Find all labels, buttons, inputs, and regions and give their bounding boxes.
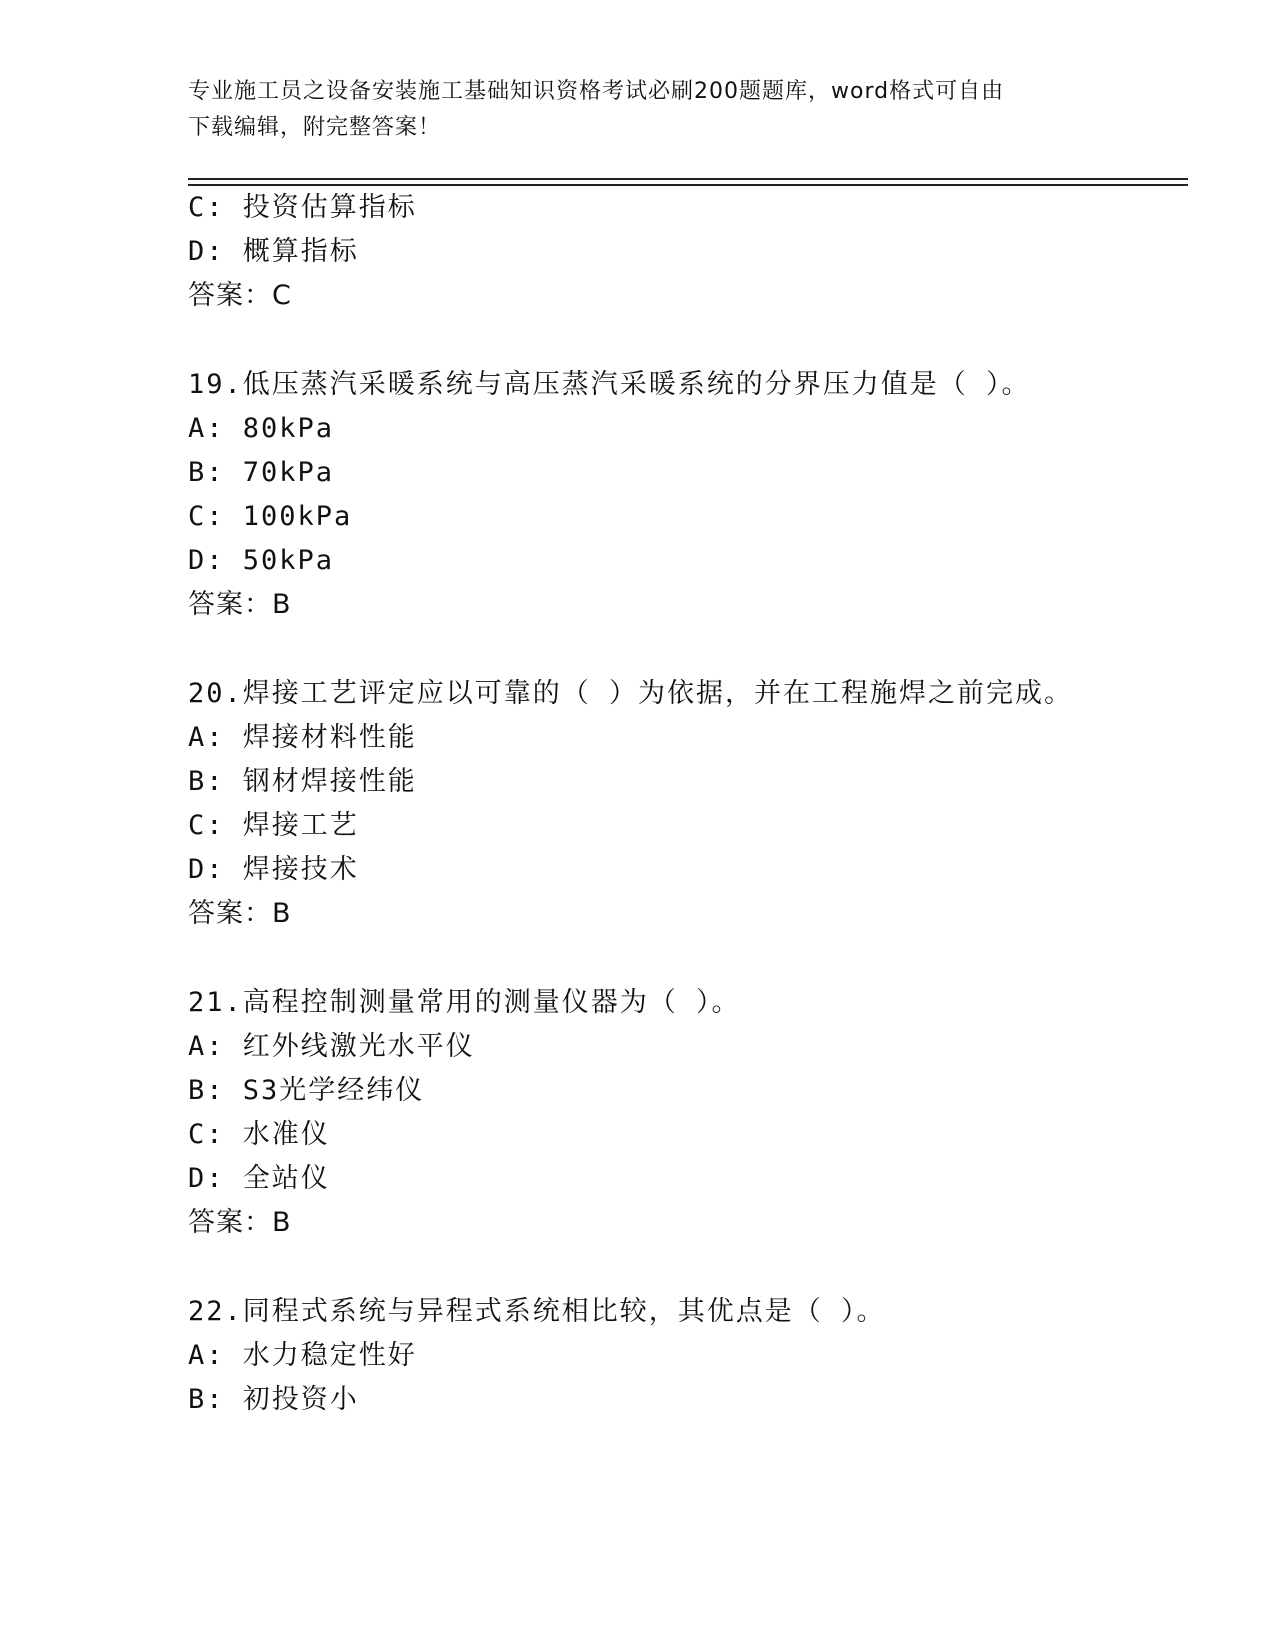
question-19-answer: 答案：B (188, 589, 292, 620)
question-20-option-c: C: 焊接工艺 (188, 810, 359, 841)
question-19: 19.低压蒸汽采暖系统与高压蒸汽采暖系统的分界压力值是（ ）。 (188, 369, 1031, 400)
question-21-answer: 答案：B (188, 1207, 292, 1238)
header-line-2: 下载编辑，附完整答案！ (188, 115, 442, 140)
question-19-option-b: B: 70kPa (188, 457, 335, 488)
question-21-option-c: C: 水准仪 (188, 1119, 330, 1150)
question-21-option-a: A: 红外线激光水平仪 (188, 1031, 475, 1062)
question-21: 21.高程控制测量常用的测量仪器为（ ）。 (188, 987, 741, 1018)
document-header (188, 74, 1068, 146)
prev-answer: 答案：C (188, 280, 292, 311)
question-20-option-b: B: 钢材焊接性能 (188, 766, 417, 797)
question-21-option-b: B: S3光学经纬仪 (188, 1075, 425, 1106)
header-divider-top (188, 178, 1188, 180)
question-20: 20.焊接工艺评定应以可靠的（ ）为依据，并在工程施焊之前完成。 (188, 678, 1074, 709)
question-20-answer: 答案：B (188, 898, 292, 929)
question-20-option-d: D: 焊接技术 (188, 854, 359, 885)
prev-option-d: D: 概算指标 (188, 236, 359, 267)
question-22-option-a: A: 水力稳定性好 (188, 1340, 417, 1371)
header-line-1: 专业施工员之设备安装施工基础知识资格考试必刷200题题库，word格式可自由 (188, 79, 1005, 104)
question-19-option-a: A: 80kPa (188, 413, 335, 444)
question-19-option-d: D: 50kPa (188, 545, 335, 576)
question-19-option-c: C: 100kPa (188, 501, 353, 532)
question-20-option-a: A: 焊接材料性能 (188, 722, 417, 753)
header-divider-bottom (188, 184, 1188, 186)
question-22: 22.同程式系统与异程式系统相比较，其优点是（ ）。 (188, 1296, 886, 1327)
prev-option-c: C: 投资估算指标 (188, 192, 417, 223)
question-22-option-b: B: 初投资小 (188, 1384, 359, 1415)
question-21-option-d: D: 全站仪 (188, 1163, 330, 1194)
